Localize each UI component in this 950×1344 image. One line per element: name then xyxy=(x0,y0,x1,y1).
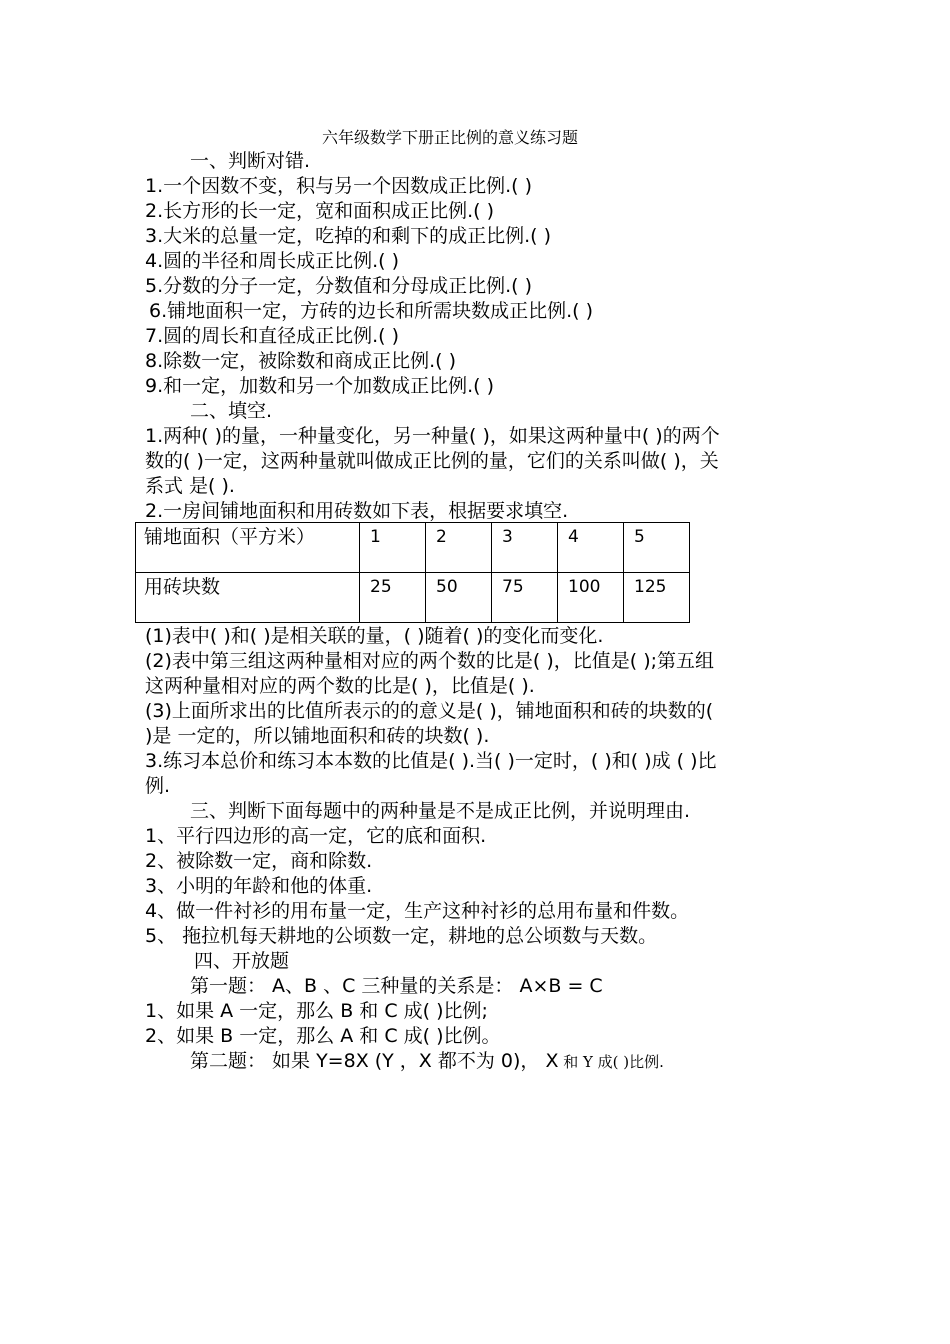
reason-item-2: 2、被除数一定，商和除数. xyxy=(145,850,373,872)
judge-item-3: 3.大米的总量一定，吃掉的和剩下的成正比例.( ) xyxy=(145,225,552,247)
fill-sub1: (1)表中( )和( )是相关联的量，( )随着( )的变化而变化. xyxy=(145,625,604,647)
table-cell: 25 xyxy=(360,573,426,623)
fill-q3-line2: 例. xyxy=(145,775,171,797)
fill-q1-line1: 1.两种( )的量，一种量变化，另一种量( )，如果这两种量中( )的两个 xyxy=(145,425,720,447)
table-cell: 50 xyxy=(426,573,492,623)
fill-sub3-line1: (3)上面所求出的比值所表示的的意义是( )，铺地面积和砖的块数的( xyxy=(145,700,714,722)
reason-item-3: 3、小明的年龄和他的体重. xyxy=(145,875,373,897)
section2-heading: 二、填空. xyxy=(190,400,273,422)
table-cell: 3 xyxy=(492,523,558,573)
fill-q1-line3: 系式 是( ). xyxy=(145,475,235,497)
reason-item-4: 4、做一件衬衫的用布量一定，生产这种衬衫的总用布量和件数。 xyxy=(145,900,690,922)
judge-item-1: 1.一个因数不变，积与另一个因数成正比例.( ) xyxy=(145,175,533,197)
table-cell: 4 xyxy=(558,523,624,573)
fill-q1-line2: 数的( )一定，这两种量就叫做成正比例的量，它们的关系叫做( )，关 xyxy=(145,450,719,472)
reason-item-5: 5、 拖拉机每天耕地的公顷数一定，耕地的总公顷数与天数。 xyxy=(145,925,658,947)
judge-item-7: 7.圆的周长和直径成正比例.( ) xyxy=(145,325,400,347)
table-cell: 100 xyxy=(558,573,624,623)
fill-sub2-line2: 这两种量相对应的两个数的比是( )，比值是( ). xyxy=(145,675,535,697)
table-cell: 2 xyxy=(426,523,492,573)
table-cell: 125 xyxy=(624,573,690,623)
open-q1-item-2: 2、如果 B 一定，那么 A 和 C 成( )比例。 xyxy=(145,1025,501,1047)
fill-q3-line1: 3.练习本总价和练习本本数的比值是( ).当( )一定时，( )和( )成 ( )比 xyxy=(145,750,717,772)
judge-item-4: 4.圆的半径和周长成正比例.( ) xyxy=(145,250,400,272)
table-row xyxy=(136,573,690,623)
judge-item-2: 2.长方形的长一定，宽和面积成正比例.( ) xyxy=(145,200,495,222)
fill-q2: 2.一房间铺地面积和用砖数如下表，根据要求填空. xyxy=(145,500,569,522)
open-q1-item-1: 1、如果 A 一定，那么 B 和 C 成( )比例; xyxy=(145,1000,488,1022)
section1-heading: 一、判断对错. xyxy=(190,150,311,172)
section3-heading: 三、判断下面每题中的两种量是不是成正比例，并说明理由. xyxy=(190,800,691,822)
data-table xyxy=(135,522,690,623)
open-q2-tail: 和 Y 成( )比例. xyxy=(558,1053,664,1071)
section4-heading: 四、开放题 xyxy=(194,950,290,972)
open-q1-intro: 第一题： A、B 、C 三种量的关系是： A×B = C xyxy=(190,975,603,997)
table-cell-label: 铺地面积（平方米） xyxy=(136,523,360,573)
page-title: 六年级数学下册正比例的意义练习题 xyxy=(322,128,579,147)
open-q2-main: 第二题： 如果 Y=8X (Y ，X 都不为 0)， X xyxy=(190,1050,559,1072)
open-q2 xyxy=(190,1049,664,1075)
table-cell-label: 用砖块数 xyxy=(136,573,360,623)
reason-item-1: 1、平行四边形的高一定，它的底和面积. xyxy=(145,825,487,847)
fill-sub2-line1: (2)表中第三组这两种量相对应的两个数的比是( )，比值是( );第五组 xyxy=(145,650,715,672)
judge-item-9: 9.和一定，加数和另一个加数成正比例.( ) xyxy=(145,375,495,397)
judge-item-5: 5.分数的分子一定，分数值和分母成正比例.( ) xyxy=(145,275,533,297)
judge-item-8: 8.除数一定，被除数和商成正比例.( ) xyxy=(145,350,457,372)
table-cell: 75 xyxy=(492,573,558,623)
table-cell: 5 xyxy=(624,523,690,573)
judge-item-6: 6.铺地面积一定，方砖的边长和所需块数成正比例.( ) xyxy=(149,300,594,322)
table-cell: 1 xyxy=(360,523,426,573)
table-row xyxy=(136,523,690,573)
fill-sub3-line2: )是 一定的，所以铺地面积和砖的块数( ). xyxy=(145,725,490,747)
